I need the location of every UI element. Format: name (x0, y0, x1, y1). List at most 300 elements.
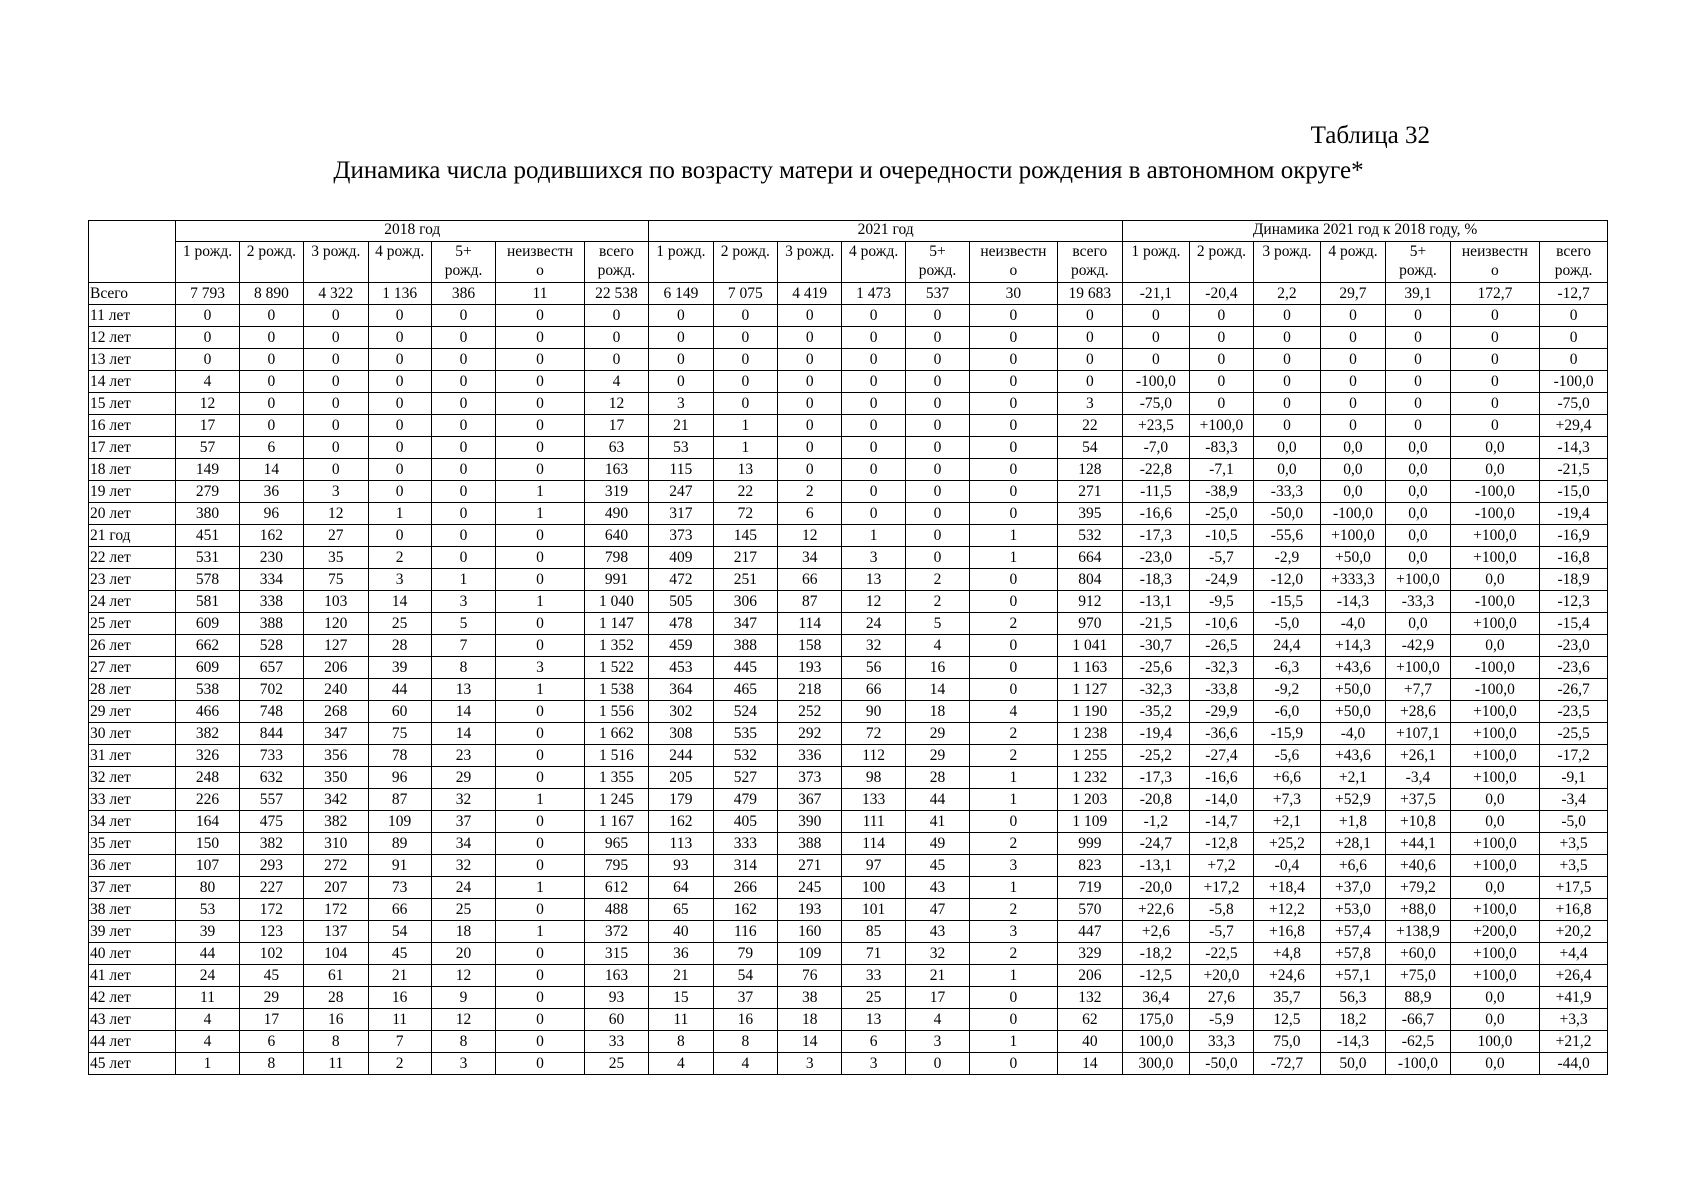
table-cell: -38,9 (1189, 481, 1253, 503)
table-cell: 43 (905, 921, 969, 943)
table-cell: -15,9 (1254, 723, 1321, 745)
table-cell: 272 (304, 855, 368, 877)
table-cell: +100,0 (1450, 745, 1540, 767)
table-cell: +100,0 (1189, 415, 1253, 437)
table-row (89, 525, 1608, 547)
table-cell: +14,3 (1320, 635, 1386, 657)
table-cell: -75,0 (1540, 393, 1608, 415)
table-cell: 0 (431, 525, 495, 547)
table-cell: 205 (649, 767, 713, 789)
table-row (89, 635, 1608, 657)
table-cell: -18,2 (1123, 943, 1190, 965)
table-cell: -25,2 (1123, 745, 1190, 767)
table-cell: 409 (649, 547, 713, 569)
table-cell: 0 (1540, 349, 1608, 371)
table-cell: 36 (239, 481, 303, 503)
table-cell: 0 (970, 481, 1057, 503)
table-cell: 0 (368, 393, 431, 415)
table-cell: 0 (1386, 393, 1450, 415)
table-cell: 0 (304, 415, 368, 437)
table-cell: 382 (304, 811, 368, 833)
table-cell: 373 (649, 525, 713, 547)
table-cell: -16,9 (1540, 525, 1608, 547)
table-cell: 0 (905, 415, 969, 437)
table-cell: -17,3 (1123, 525, 1190, 547)
table-cell: 164 (176, 811, 239, 833)
table-cell: 160 (778, 921, 842, 943)
table-cell: 527 (713, 767, 777, 789)
table-cell: 844 (239, 723, 303, 745)
table-cell: -5,6 (1254, 745, 1321, 767)
row-label: Всего (89, 283, 176, 305)
table-cell: -26,5 (1189, 635, 1253, 657)
table-cell: +26,1 (1386, 745, 1450, 767)
table-cell: 18 (778, 1009, 842, 1031)
table-cell: +40,6 (1386, 855, 1450, 877)
table-cell: +2,1 (1320, 767, 1386, 789)
table-cell: +100,0 (1450, 547, 1540, 569)
table-cell: 300,0 (1123, 1053, 1190, 1075)
table-cell: 390 (778, 811, 842, 833)
table-cell: +50,0 (1320, 547, 1386, 569)
table-cell: 71 (842, 943, 905, 965)
table-cell: 0 (1386, 415, 1450, 437)
table-cell: 479 (713, 789, 777, 811)
table-cell: 1 (368, 503, 431, 525)
table-cell: +29,4 (1540, 415, 1608, 437)
table-cell: 0 (368, 481, 431, 503)
table-cell: 25 (842, 987, 905, 1009)
table-cell: 0 (970, 569, 1057, 591)
table-cell: 175,0 (1123, 1009, 1190, 1031)
table-cell: 1 (970, 1031, 1057, 1053)
table-cell: 32 (842, 635, 905, 657)
table-cell: +43,6 (1320, 745, 1386, 767)
column-header-2018-6: неизвестн о (496, 242, 584, 283)
table-cell: 22 (713, 481, 777, 503)
table-cell: 1 662 (584, 723, 648, 745)
table-cell: 16 (304, 1009, 368, 1031)
table-cell: 1 352 (584, 635, 648, 657)
row-label: 13 лет (89, 349, 176, 371)
table-cell: 0 (970, 415, 1057, 437)
table-cell: 445 (713, 657, 777, 679)
table-cell: +57,1 (1320, 965, 1386, 987)
table-cell: 7 793 (176, 283, 239, 305)
table-cell: 104 (304, 943, 368, 965)
table-cell: 0 (1057, 349, 1123, 371)
table-cell: 21 (368, 965, 431, 987)
table-cell: 45 (239, 965, 303, 987)
table-cell: 733 (239, 745, 303, 767)
table-cell: 0 (1123, 327, 1190, 349)
table-cell: 0 (496, 393, 584, 415)
table-cell: +7,7 (1386, 679, 1450, 701)
table-cell: 114 (842, 833, 905, 855)
table-cell: 7 075 (713, 283, 777, 305)
table-cell: 75 (368, 723, 431, 745)
row-label: 22 лет (89, 547, 176, 569)
table-cell: 0 (496, 855, 584, 877)
table-cell: -14,3 (1320, 591, 1386, 613)
table-cell: 179 (649, 789, 713, 811)
table-cell: -5,0 (1254, 613, 1321, 635)
table-cell: 33 (584, 1031, 648, 1053)
table-cell: 0 (1320, 305, 1386, 327)
column-header-2021-5: 5+ рожд. (905, 242, 969, 283)
table-cell: 8 (649, 1031, 713, 1053)
table-cell: 0 (304, 393, 368, 415)
table-cell: -26,7 (1540, 679, 1608, 701)
table-cell: 804 (1057, 569, 1123, 591)
table-cell: 54 (368, 921, 431, 943)
table-cell: 247 (649, 481, 713, 503)
table-cell: -62,5 (1386, 1031, 1450, 1053)
table-cell: 4 (176, 1031, 239, 1053)
table-cell: 16 (905, 657, 969, 679)
table-cell: 0 (842, 481, 905, 503)
table-cell: 9 (431, 987, 495, 1009)
table-cell: 251 (713, 569, 777, 591)
table-cell: 0 (778, 327, 842, 349)
table-cell: 162 (649, 811, 713, 833)
table-row (89, 811, 1608, 833)
table-cell: 113 (649, 833, 713, 855)
table-cell: 315 (584, 943, 648, 965)
table-cell: +20,0 (1189, 965, 1253, 987)
table-cell: 0 (905, 371, 969, 393)
group-header-2018: 2018 год (176, 221, 649, 242)
table-cell: 965 (584, 833, 648, 855)
table-cell: 172 (304, 899, 368, 921)
table-cell: 329 (1057, 943, 1123, 965)
table-cell: 3 (431, 591, 495, 613)
table-cell: 87 (368, 789, 431, 811)
table-row (89, 745, 1608, 767)
table-cell: 0 (713, 349, 777, 371)
table-cell: 1 (970, 525, 1057, 547)
table-cell: 109 (368, 811, 431, 833)
column-header-2021-6: неизвестн о (970, 242, 1057, 283)
table-cell: 0 (304, 459, 368, 481)
table-cell: 88,9 (1386, 987, 1450, 1009)
table-cell: 0 (970, 635, 1057, 657)
table-cell: 271 (1057, 481, 1123, 503)
table-cell: 0 (496, 1031, 584, 1053)
table-cell: 12 (431, 1009, 495, 1031)
table-cell: 382 (176, 723, 239, 745)
table-cell: 0 (1254, 371, 1321, 393)
table-cell: -100,0 (1386, 1053, 1450, 1075)
table-cell: 14 (778, 1031, 842, 1053)
table-cell: 56,3 (1320, 987, 1386, 1009)
table-cell: 13 (713, 459, 777, 481)
table-cell: -5,7 (1189, 547, 1253, 569)
table-cell: 1 041 (1057, 635, 1123, 657)
table-cell: -0,4 (1254, 855, 1321, 877)
table-cell: 0 (368, 459, 431, 481)
table-cell: 34 (778, 547, 842, 569)
table-cell: -6,0 (1254, 701, 1321, 723)
column-header-2018-7: всего рожд. (584, 242, 648, 283)
table-cell: 0 (905, 393, 969, 415)
table-cell: 44 (905, 789, 969, 811)
table-cell: 535 (713, 723, 777, 745)
table-cell: 1 (176, 1053, 239, 1075)
table-cell: +100,0 (1450, 613, 1540, 635)
table-cell: 0,0 (1386, 437, 1450, 459)
table-cell: 2,2 (1254, 283, 1321, 305)
table-cell: 24 (842, 613, 905, 635)
table-row (89, 591, 1608, 613)
table-cell: 18,2 (1320, 1009, 1386, 1031)
table-cell: 0,0 (1450, 635, 1540, 657)
table-cell: 1 (842, 525, 905, 547)
table-cell: 0 (496, 415, 584, 437)
table-cell: 0 (1057, 327, 1123, 349)
table-cell: 93 (649, 855, 713, 877)
table-cell: 0 (970, 305, 1057, 327)
table-cell: 0 (368, 327, 431, 349)
table-cell: 1 (496, 503, 584, 525)
table-cell: 3 (970, 921, 1057, 943)
table-cell: -12,0 (1254, 569, 1321, 591)
group-header-2021: 2021 год (649, 221, 1123, 242)
table-cell: 532 (1057, 525, 1123, 547)
table-cell: 1 522 (584, 657, 648, 679)
table-cell: 114 (778, 613, 842, 635)
table-cell: 0 (970, 1009, 1057, 1031)
table-cell: -9,2 (1254, 679, 1321, 701)
table-cell: 0 (1123, 349, 1190, 371)
table-cell: 2 (970, 723, 1057, 745)
table-row (89, 283, 1608, 305)
table-cell: 472 (649, 569, 713, 591)
table-cell: 1 (970, 789, 1057, 811)
table-cell: 97 (842, 855, 905, 877)
table-cell: 7 (431, 635, 495, 657)
table-cell: 0,0 (1386, 459, 1450, 481)
table-cell: +7,2 (1189, 855, 1253, 877)
table-cell: 0 (496, 349, 584, 371)
table-cell: -4,0 (1320, 723, 1386, 745)
table-cell: +100,0 (1450, 855, 1540, 877)
table-cell: -66,7 (1386, 1009, 1450, 1031)
table-cell: 0 (713, 393, 777, 415)
row-label: 20 лет (89, 503, 176, 525)
table-cell: +88,0 (1386, 899, 1450, 921)
table-cell: 1 163 (1057, 657, 1123, 679)
table-cell: 664 (1057, 547, 1123, 569)
table-cell: 0 (649, 349, 713, 371)
table-cell: -32,3 (1189, 657, 1253, 679)
table-cell: 0 (970, 459, 1057, 481)
table-cell: 0 (304, 349, 368, 371)
table-cell: 111 (842, 811, 905, 833)
table-cell: 0 (496, 437, 584, 459)
table-cell: 248 (176, 767, 239, 789)
table-cell: 0 (1386, 305, 1450, 327)
table-cell: +333,3 (1320, 569, 1386, 591)
table-cell: +100,0 (1320, 525, 1386, 547)
table-cell: 0 (1450, 349, 1540, 371)
table-cell: 702 (239, 679, 303, 701)
table-cell: 252 (778, 701, 842, 723)
table-cell: 0 (970, 591, 1057, 613)
table-cell: 4 322 (304, 283, 368, 305)
table-cell: +4,8 (1254, 943, 1321, 965)
table-cell: 0 (778, 305, 842, 327)
table-cell: -33,3 (1386, 591, 1450, 613)
table-cell: 49 (905, 833, 969, 855)
table-cell: 1 238 (1057, 723, 1123, 745)
table-cell: 0 (778, 349, 842, 371)
table-cell: 115 (649, 459, 713, 481)
table-cell: -16,6 (1189, 767, 1253, 789)
column-header-2021-4: 4 рожд. (842, 242, 905, 283)
table-cell: 8 (239, 1053, 303, 1075)
table-cell: +28,1 (1320, 833, 1386, 855)
table-cell: 158 (778, 635, 842, 657)
table-cell: 72 (713, 503, 777, 525)
column-header-dynamics-1: 1 рожд. (1123, 242, 1190, 283)
table-cell: -11,5 (1123, 481, 1190, 503)
table-cell: 0 (1123, 305, 1190, 327)
table-cell: 17 (176, 415, 239, 437)
table-cell: 0,0 (1450, 569, 1540, 591)
table-cell: 0 (842, 371, 905, 393)
row-label: 29 лет (89, 701, 176, 723)
table-row (89, 855, 1608, 877)
table-cell: 570 (1057, 899, 1123, 921)
table-cell: 798 (584, 547, 648, 569)
table-cell: 45 (905, 855, 969, 877)
table-cell: 120 (304, 613, 368, 635)
table-cell: 0 (496, 723, 584, 745)
table-cell: 0 (1189, 327, 1253, 349)
column-header-dynamics-2: 2 рожд. (1189, 242, 1253, 283)
table-cell: -30,7 (1123, 635, 1190, 657)
table-cell: 0 (905, 1053, 969, 1075)
table-cell: 0 (1450, 305, 1540, 327)
table-cell: 1 (496, 481, 584, 503)
row-label: 39 лет (89, 921, 176, 943)
table-cell: 0 (431, 459, 495, 481)
table-cell: 326 (176, 745, 239, 767)
row-label: 45 лет (89, 1053, 176, 1075)
table-cell: 0 (842, 327, 905, 349)
table-cell: 0,0 (1450, 987, 1540, 1009)
table-cell: 0 (496, 767, 584, 789)
births-table (88, 220, 1608, 1075)
table-cell: 63 (584, 437, 648, 459)
table-cell: 1 (970, 965, 1057, 987)
table-cell: 0 (431, 437, 495, 459)
table-cell: 3 (970, 855, 1057, 877)
table-cell: 0,0 (1450, 789, 1540, 811)
table-cell: 0 (239, 393, 303, 415)
table-cell: 279 (176, 481, 239, 503)
table-cell: 21 (905, 965, 969, 987)
table-cell: 0,0 (1450, 877, 1540, 899)
table-cell: 79 (713, 943, 777, 965)
table-cell: 0 (1540, 305, 1608, 327)
table-cell: 0 (431, 349, 495, 371)
table-cell: 29 (905, 745, 969, 767)
table-cell: 609 (176, 613, 239, 635)
table-cell: 64 (649, 877, 713, 899)
table-cell: 0 (304, 437, 368, 459)
table-row (89, 943, 1608, 965)
table-cell: 17 (239, 1009, 303, 1031)
table-cell: 12 (842, 591, 905, 613)
table-cell: 0 (842, 349, 905, 371)
table-cell: 823 (1057, 855, 1123, 877)
table-cell: 12 (778, 525, 842, 547)
row-label: 15 лет (89, 393, 176, 415)
table-number: Таблица 32 (1310, 122, 1430, 149)
table-cell: +107,1 (1386, 723, 1450, 745)
table-cell: 75 (304, 569, 368, 591)
table-cell: 3 (496, 657, 584, 679)
table-cell: -9,1 (1540, 767, 1608, 789)
table-cell: 14 (1057, 1053, 1123, 1075)
table-cell: 380 (176, 503, 239, 525)
table-cell: -18,9 (1540, 569, 1608, 591)
table-cell: 0 (970, 657, 1057, 679)
table-cell: 0 (970, 327, 1057, 349)
table-cell: -100,0 (1123, 371, 1190, 393)
table-cell: 41 (905, 811, 969, 833)
table-cell: 1 556 (584, 701, 648, 723)
table-cell: 970 (1057, 613, 1123, 635)
table-cell: 56 (842, 657, 905, 679)
table-cell: -25,0 (1189, 503, 1253, 525)
table-cell: 0 (496, 745, 584, 767)
table-cell: 271 (778, 855, 842, 877)
table-cell: 0 (496, 305, 584, 327)
table-cell: -50,0 (1189, 1053, 1253, 1075)
column-header-2018-4: 4 рожд. (368, 242, 431, 283)
table-cell: 0 (970, 437, 1057, 459)
table-cell: -55,6 (1254, 525, 1321, 547)
table-cell: 0 (905, 437, 969, 459)
table-cell: 0 (970, 1053, 1057, 1075)
table-cell: 24 (431, 877, 495, 899)
table-cell: 347 (713, 613, 777, 635)
row-label: 26 лет (89, 635, 176, 657)
column-header-dynamics-7: всего рожд. (1540, 242, 1608, 283)
table-row (89, 767, 1608, 789)
table-cell: 0 (970, 503, 1057, 525)
table-cell: 6 (842, 1031, 905, 1053)
table-cell: 531 (176, 547, 239, 569)
table-cell: 66 (778, 569, 842, 591)
table-cell: +138,9 (1386, 921, 1450, 943)
table-cell: 1 (713, 437, 777, 459)
table-cell: 0 (239, 371, 303, 393)
table-cell: -14,3 (1320, 1031, 1386, 1053)
table-cell: 1 (496, 877, 584, 899)
table-cell: 336 (778, 745, 842, 767)
table-cell: -20,0 (1123, 877, 1190, 899)
table-cell: 991 (584, 569, 648, 591)
table-cell: 240 (304, 679, 368, 701)
table-cell: -14,3 (1540, 437, 1608, 459)
table-cell: 0,0 (1386, 503, 1450, 525)
table-cell: -100,0 (1450, 481, 1540, 503)
table-cell: 0 (1386, 327, 1450, 349)
